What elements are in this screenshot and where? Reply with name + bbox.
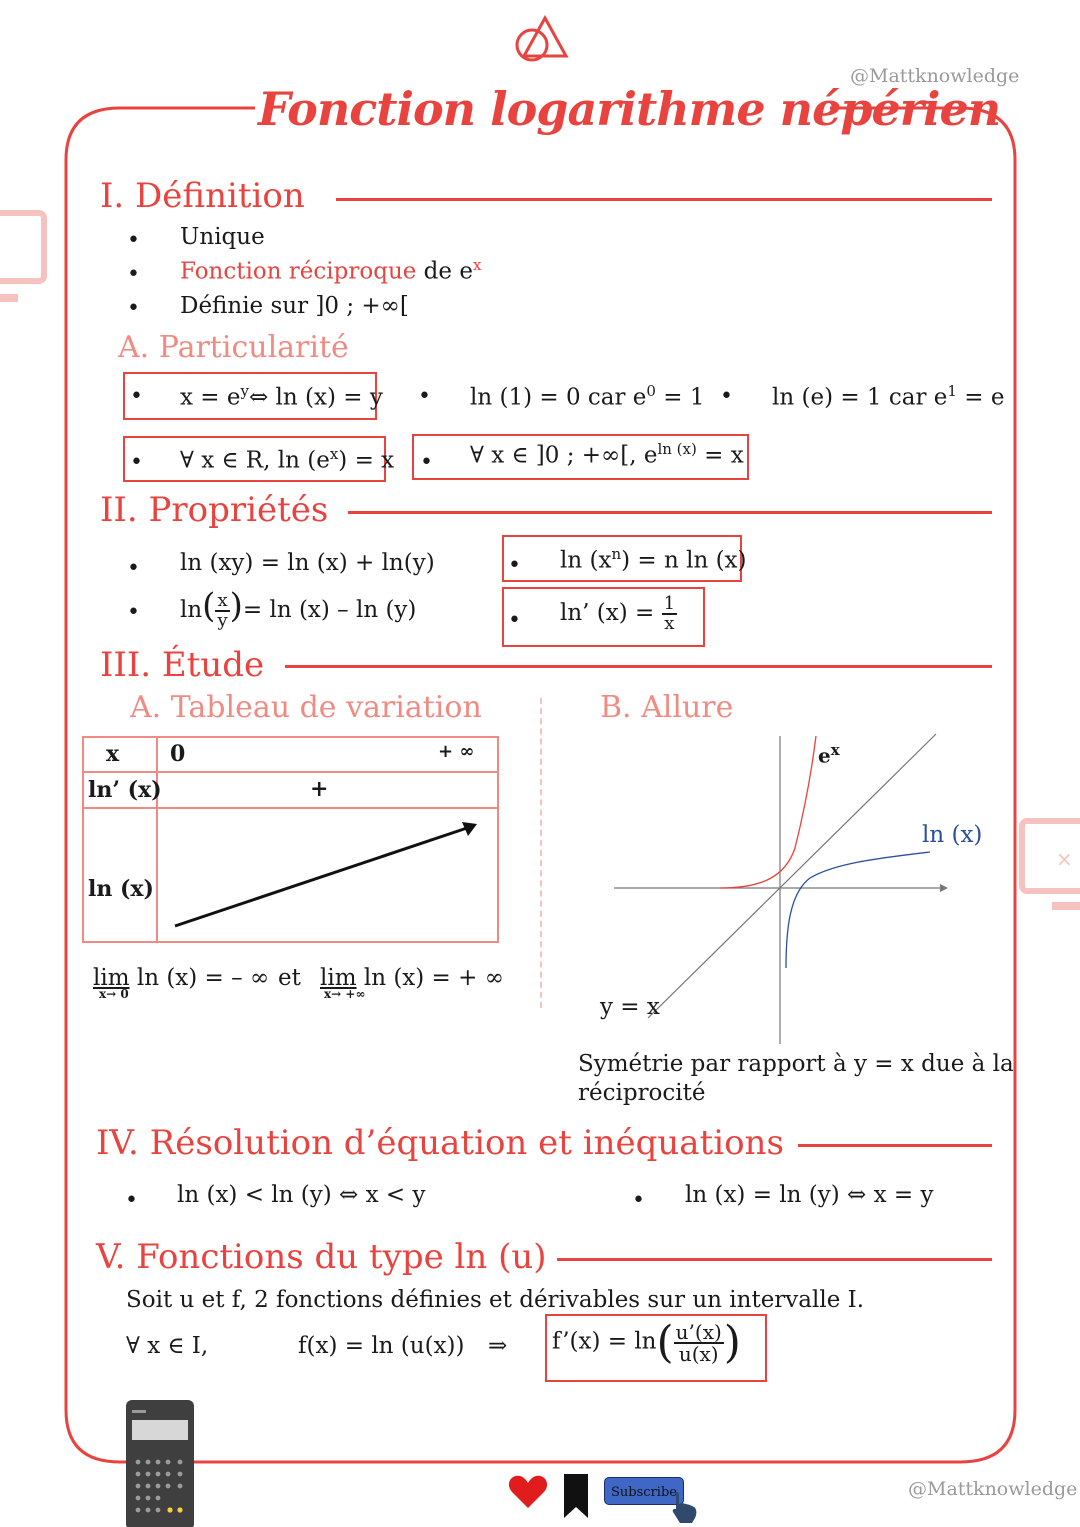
subsection-shape: B. Allure xyxy=(600,690,734,725)
identity-line xyxy=(648,734,936,1018)
symmetry-note-line2: réciprocité xyxy=(578,1080,706,1106)
subsection-variation-table: A. Tableau de variation xyxy=(130,690,482,725)
composition-statement: Soit u et f, 2 fonctions définies et dérivables sur un intervalle I. xyxy=(126,1287,865,1313)
property-3: $\ln (x^n) = n$ ln (x) xyxy=(560,545,747,574)
particularity-5: ∀ x ∈ ]0 ; +∞[, $e^{ln (x)} = x$ xyxy=(470,440,744,469)
calculator-icon xyxy=(126,1400,196,1527)
section-divider xyxy=(798,1144,992,1147)
composition-forall: ∀ x ∈ I, xyxy=(126,1333,209,1359)
bookmark-icon[interactable] xyxy=(564,1474,588,1518)
section-divider xyxy=(557,1258,992,1261)
function-graph xyxy=(600,728,1000,1048)
inequation-rule: ln (x) < ln (y) ⇔ x < y xyxy=(177,1182,426,1208)
x-axis-arrow-icon xyxy=(940,884,948,892)
exp-curve xyxy=(720,736,816,888)
property-1: ln (xy) = ln (x) + ln(y) xyxy=(180,550,435,576)
limit-connector: et xyxy=(278,965,301,991)
ln-curve xyxy=(786,852,930,968)
composition-derivative: f’(x) = ln( $\frac{u’(x)}{u(x)}$ ) xyxy=(552,1317,741,1368)
bullet-icon: • xyxy=(125,1188,138,1213)
particularity-4: ∀ x ∈ R, $\ln (e^x) = x$ xyxy=(180,445,395,474)
bullet-icon: • xyxy=(127,556,140,581)
monitor-icon xyxy=(0,210,50,305)
heart-icon[interactable] xyxy=(508,1474,548,1510)
table-x-end: + ∞ xyxy=(438,741,475,762)
ln-label: ln (x) xyxy=(922,822,983,848)
exp-label: $e^x$ xyxy=(818,741,840,768)
symmetry-note-line1: Symétrie par rapport à y = x due à la xyxy=(578,1051,1014,1077)
property-2: ln( $\frac{x}{y}$ )= ln (x) – ln (y) xyxy=(180,586,417,631)
increasing-arrow xyxy=(175,828,467,926)
bullet-icon: • xyxy=(632,1188,645,1213)
bullet-icon: • xyxy=(130,384,143,409)
cursor-hand-icon xyxy=(670,1490,702,1524)
section-study-title: III. Étude xyxy=(100,645,265,685)
bullet-icon: • xyxy=(420,450,433,475)
section-divider xyxy=(336,198,992,201)
identity-label: y = x xyxy=(600,994,660,1020)
particularity-2: ln (1) = 0 car $e^0 = 1$ xyxy=(470,382,705,411)
bullet-icon: • xyxy=(127,228,140,253)
particularity-3: ln (e) = 1 car $e^1 = e$ xyxy=(772,382,1005,411)
watermark-bottom: @Mattknowledge xyxy=(908,1478,1078,1500)
section-divider xyxy=(285,665,992,668)
table-row-x-label: x xyxy=(106,741,120,767)
equation-rule: ln (x) = ln (y) ⇔ x = y xyxy=(685,1182,934,1208)
composition-definition: f(x) = ln (u(x)) xyxy=(298,1333,465,1359)
bullet-icon: • xyxy=(127,296,140,321)
bullet-icon: • xyxy=(127,262,140,287)
subscribe-label: Subscribe xyxy=(611,1485,677,1500)
section-properties-title: II. Propriétés xyxy=(100,490,329,530)
table-x-start: 0 xyxy=(170,741,186,767)
limit-zero: lim x→ 0 ln (x) = – ∞ xyxy=(93,965,270,1001)
column-separator xyxy=(540,698,542,1008)
monitor-icon-right xyxy=(1018,818,1080,913)
definition-unique: Unique xyxy=(180,224,265,250)
page-title: Fonction logarithme népérien xyxy=(258,82,1001,136)
section-definition-title: I. Définition xyxy=(100,176,305,216)
bullet-icon: • xyxy=(508,553,521,578)
bullet-icon: • xyxy=(127,600,140,625)
svg-text:×: × xyxy=(1056,847,1073,871)
table-row-derivative-label: ln’ (x) xyxy=(88,777,162,803)
bullet-icon: • xyxy=(720,384,733,409)
table-row-ln-label: ln (x) xyxy=(88,876,154,902)
section-composition-title: V. Fonctions du type ln (u) xyxy=(96,1237,547,1277)
definition-reciprocal: Fonction réciproque de $e^x$ xyxy=(180,256,482,285)
limit-infinity: lim x→ +∞ ln (x) = + ∞ xyxy=(320,965,504,1001)
definition-domain: Définie sur ]0 ; +∞[ xyxy=(180,293,409,319)
bullet-icon: • xyxy=(508,608,521,633)
bullet-icon: • xyxy=(130,450,143,475)
section-equations-title: IV. Résolution d’équation et inéquations xyxy=(96,1123,784,1163)
section-divider xyxy=(348,511,992,514)
subsection-particularity: A. Particularité xyxy=(118,330,349,365)
variation-table xyxy=(82,736,500,944)
table-sign: + xyxy=(310,776,329,802)
particularity-1: $x = e^y\Leftrightarrow$ ln (x) = y xyxy=(180,382,383,411)
bullet-icon: • xyxy=(418,384,431,409)
implies-icon: ⇒ xyxy=(488,1333,508,1359)
property-4: ln’ (x) = $\frac{1}{x}$ xyxy=(560,593,676,634)
watermark-top: @Mattknowledge xyxy=(850,65,1020,87)
